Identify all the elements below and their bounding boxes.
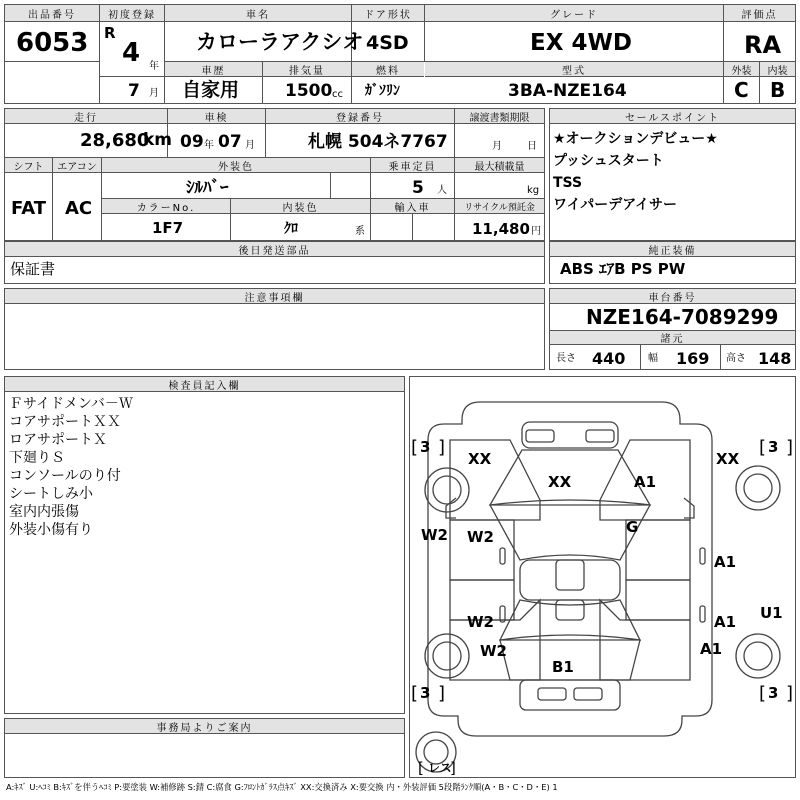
int-label: 内装 — [760, 62, 795, 77]
spare-none: レス — [428, 761, 452, 775]
svg-text:[: [ — [418, 759, 424, 777]
fl-count: 3 — [420, 438, 431, 456]
svg-text:]: ] — [786, 683, 794, 704]
door-label: ドア形状 — [352, 5, 424, 22]
later-parts-label: 後日発送部品 — [5, 242, 544, 257]
rl-count: 3 — [420, 684, 431, 702]
selling-point-item: ★オークションデビュー★ — [553, 131, 718, 147]
reg-month: 7 — [128, 81, 140, 101]
inspection-month-unit: 月 — [245, 140, 255, 151]
plate-label: 登録番号 — [266, 109, 454, 124]
u1-mark: U1 — [760, 604, 783, 622]
load-label: 最大積載量 — [455, 158, 544, 173]
width-label: 幅 — [648, 353, 658, 364]
transfer-day: 日 — [527, 141, 537, 152]
import-label: 輸入車 — [371, 199, 454, 214]
lot-label: 出品番号 — [5, 5, 99, 22]
inspector-note-line: 外装小傷有り — [9, 522, 93, 538]
width: 169 — [676, 349, 710, 368]
model-label: 型式 — [425, 62, 723, 77]
office-label: 事務局よりご案内 — [5, 719, 404, 734]
inspector-note-line: ロアサポートＸ — [9, 432, 107, 448]
interior-color-suffix: 系 — [355, 226, 365, 237]
history-label: 車歴 — [165, 62, 262, 77]
car-name-label: 車名 — [165, 5, 351, 22]
fr-count: 3 — [768, 438, 779, 456]
load-unit: kg — [527, 185, 540, 196]
capacity: 5 — [412, 178, 424, 198]
svg-text:]: ] — [438, 437, 446, 458]
door-type: 4SD — [366, 32, 409, 54]
svg-text:]: ] — [438, 683, 446, 704]
shift: FAT — [11, 198, 47, 219]
recycle-unit: 円 — [531, 226, 541, 237]
shift-label: シフト — [5, 158, 52, 173]
interior-color-label: 内装色 — [231, 199, 370, 214]
history: 自家用 — [182, 79, 240, 101]
svg-text:[: [ — [759, 437, 767, 458]
fl-xx: XX — [468, 450, 492, 468]
transfer-month: 月 — [492, 141, 502, 152]
later-parts-value: 保証書 — [10, 260, 56, 278]
inspector-note-line: コンソールのり付 — [9, 468, 121, 484]
rear-wheel-w2: W2 — [480, 642, 507, 660]
mileage-unit: km — [143, 130, 173, 150]
selling-point-item: プッシュスタート — [553, 153, 664, 169]
displacement: 1500 — [285, 81, 333, 101]
selling-point-item: ワイパーデアイサー — [553, 197, 678, 213]
ext-label: 外装 — [724, 62, 759, 77]
inspector-note-line: Ｆサイドメンバ－Ｗ — [9, 396, 133, 412]
selling-points-label: セールスポイント — [550, 109, 795, 124]
color-label: 外装色 — [102, 158, 370, 173]
grade: EX 4WD — [530, 30, 632, 56]
capacity-label: 乗車定員 — [371, 158, 454, 173]
color-no: 1F7 — [152, 219, 184, 237]
transfer-label: 譲渡書類期限 — [455, 109, 544, 124]
inspection-month: 07 — [218, 132, 242, 152]
inspection-year: 09 — [180, 132, 204, 152]
inspector-note-line: 室内内張傷 — [9, 504, 79, 520]
reg-label: 初度登録 — [100, 5, 164, 22]
height: 148 — [758, 349, 792, 368]
length: 440 — [592, 349, 626, 368]
capacity-unit: 人 — [437, 185, 447, 196]
selling-point-item: TSS — [553, 175, 583, 191]
windshield-g: G — [626, 518, 639, 536]
color: ｼﾙﾊﾞｰ — [186, 178, 229, 198]
reg-year: 4 — [122, 38, 141, 68]
height-label: 高さ — [726, 353, 746, 364]
reg-era: R — [104, 24, 116, 42]
inspector-note-line: 下廻りＳ — [9, 450, 65, 466]
svg-text:[: [ — [411, 683, 419, 704]
int-grade: B — [770, 78, 786, 102]
fuel: ｶﾞｿﾘﾝ — [365, 83, 400, 99]
rear-door-r-a1: A1 — [714, 613, 737, 631]
hood-xx: XX — [548, 473, 572, 491]
interior-color: ｸﾛ — [284, 221, 298, 237]
front-door-w2: W2 — [467, 528, 494, 546]
displacement-label: 排気量 — [263, 62, 351, 77]
svg-text:[: [ — [411, 437, 419, 458]
rr-count: 3 — [768, 684, 779, 702]
inspector-note-line: シートしみ小 — [9, 486, 93, 502]
specs-label: 諸元 — [550, 331, 795, 345]
aircon-label: エアコン — [53, 158, 101, 173]
grade-label: グレード — [425, 5, 723, 22]
mileage: 28,680 — [80, 130, 150, 151]
hood-a1: A1 — [634, 473, 657, 491]
reg-year-unit: 年 — [149, 61, 159, 72]
aircon: AC — [65, 198, 93, 219]
inspector-label: 検査員記入欄 — [5, 377, 404, 392]
recycle-label: リサイクル預託金 — [455, 199, 544, 214]
svg-text:]: ] — [450, 759, 456, 777]
rear-door-w2: W2 — [467, 613, 494, 631]
ext-grade: C — [734, 78, 749, 102]
color-no-label: カラーNo. — [102, 199, 230, 214]
inspector-note-line: コアサポートＸＸ — [9, 414, 121, 430]
equipment-label: 純正装備 — [550, 242, 795, 257]
mileage-label: 走行 — [5, 109, 167, 124]
inspection-label: 車検 — [168, 109, 265, 124]
inspection-year-unit: 年 — [204, 140, 214, 151]
fuel-label: 燃料 — [352, 62, 424, 77]
lot-number: 6053 — [16, 28, 89, 58]
trunk-b1: B1 — [552, 658, 574, 676]
chassis-label: 車台番号 — [550, 289, 795, 304]
cc-unit: cc — [332, 89, 343, 100]
recycle-fee: 11,480 — [472, 220, 530, 238]
svg-text:[: [ — [759, 683, 767, 704]
plate-number: 札幌 504ネ7767 — [308, 132, 448, 152]
chassis-number: NZE164-7089299 — [586, 305, 779, 329]
score-label: 評価点 — [724, 5, 795, 22]
equipment-value: ABS ｴｱB PS PW — [560, 260, 686, 278]
fr-xx: XX — [716, 450, 740, 468]
legend: A:ｷｽﾞ U:ﾍｺﾐ B:ｷｽﾞを伴うﾍｺﾐ P:要塗装 W:補修跡 S:錆 C:腐食 G:ﾌﾛﾝﾄｶﾞﾗｽ点ｷｽﾞ XX:交換済み X:要交換 内・外装評価 5段階ﾗﾝｸ順(A・B・C・D・E) 1 — [6, 782, 558, 792]
front-door-r-a1: A1 — [714, 553, 737, 571]
length-label: 長さ — [556, 353, 576, 364]
reg-month-unit: 月 — [149, 88, 159, 99]
rear-r-a1: A1 — [700, 640, 723, 658]
left-w2: W2 — [421, 526, 448, 544]
model: 3BA-NZE164 — [508, 81, 627, 101]
score: RA — [744, 31, 782, 59]
notes-label: 注意事項欄 — [5, 289, 544, 304]
car-name: カローラアクシオ — [196, 30, 364, 54]
svg-text:]: ] — [786, 437, 794, 458]
